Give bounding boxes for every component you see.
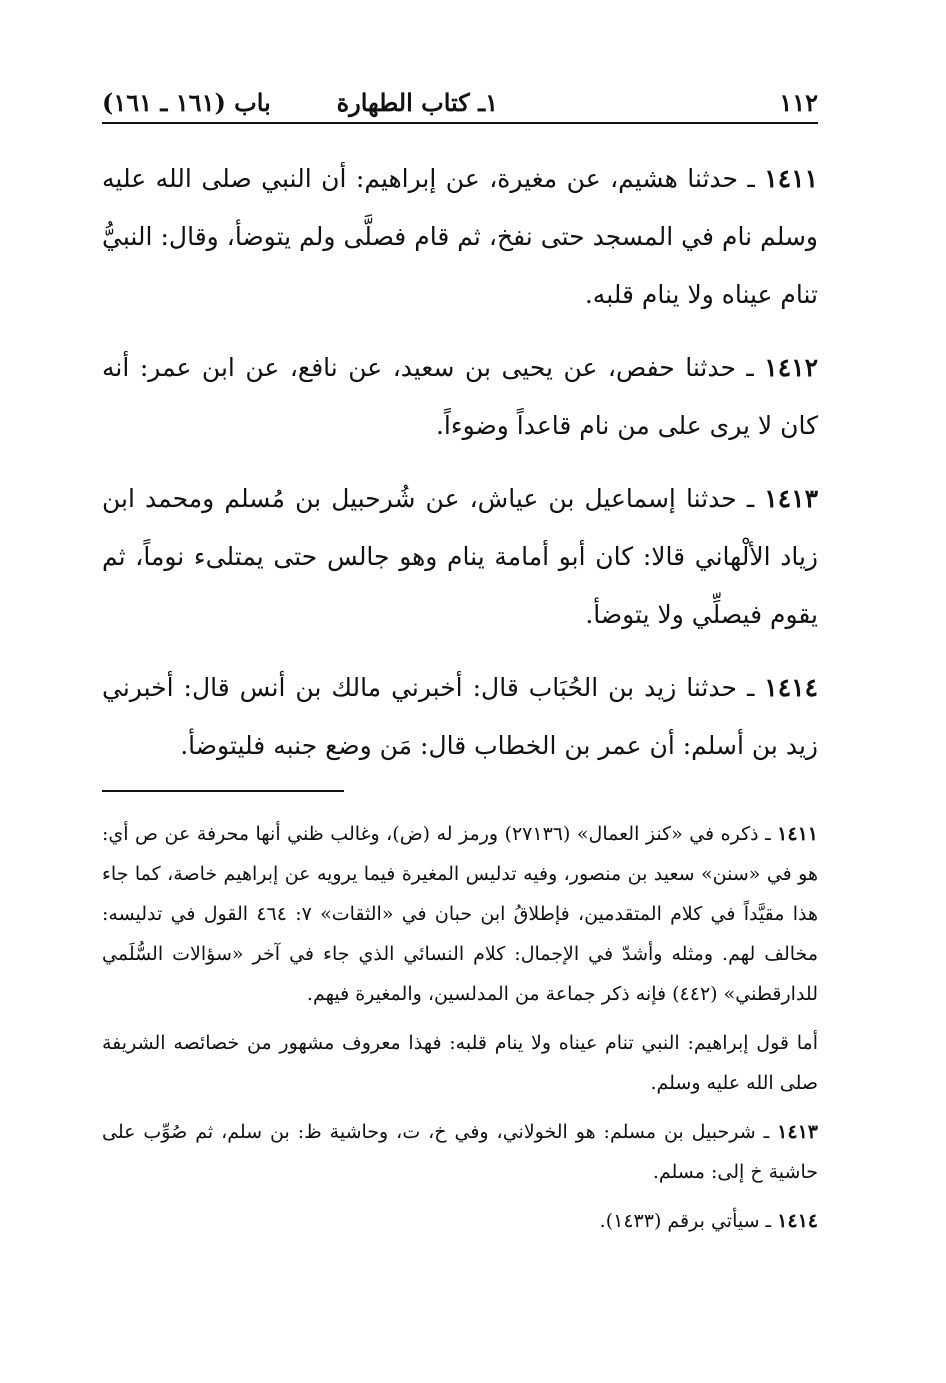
footnotes [102,814,818,1241]
footnote-separator [102,790,344,792]
hadith-number: ١٤١٤ [764,673,819,702]
footnote-1414 [102,1201,818,1241]
footnote-text: ـ شرحبيل بن مسلم: هو الخولاني، وفي خ، ت، وحاشية ظ: بن سلم، ثم صُوِّب على حاشية خ إلى: مسلم. [102,1121,818,1183]
hadith-text: ـ حدثنا زيد بن الحُبَاب قال: أخبرني مالك بن أنس قال: أخبرني زيد بن أسلم: أن عمر بن الخطاب قال: مَن وضع جنبه فليتوضأ. [102,673,818,760]
hadith-number: ١٤١١ [764,164,818,193]
hadith-text: ـ حدثنا حفص، عن يحيى بن سعيد، عن نافع، عن ابن عمر: أنه كان لا يرى على من نام قاعداً وضوءاً. [102,353,818,440]
hadith-text: ـ حدثنا هشيم، عن مغيرة، عن إبراهيم: أن النبي صلى الله عليه وسلم نام في المسجد حتى نفخ، ثم قام فصلَّى ولم يتوضأ، وقال: النبيُّ تنام عيناه ولا ينام قلبه. [102,164,818,309]
footnote-continuation [102,1023,818,1103]
footnote-number: ١٤١٤ [777,1210,818,1232]
footnote-text: ـ سيأتي برقم (١٤٣٣). [599,1210,772,1232]
footnote-number: ١٤١١ [777,823,818,845]
hadith-number: ١٤١٣ [764,484,818,513]
footnote-1411 [102,814,818,1014]
footnote-1413 [102,1112,818,1192]
main-text [102,150,818,775]
hadith-number: ١٤١٢ [764,353,818,382]
footnote-text: ـ ذكره في «كنز العمال» (٢٧١٣٦) ورمز له (ض)، وغالب ظني أنها محرفة عن ص أي: هو في «سنن» سعيد بن منصور، وفيه تدليس المغيرة فيما يرويه عن إبراهيم خاصة، كما جاء هذا مقيَّداً في كلام المتقدمين، فإطلاقُ ابن حبان في «الثقات» ٧: ٤٦٤ القول في تدليسه: مخالف لهم. ومثله وأشدّ في الإجمال: كلام النسائي الذي جاء في آخر «سؤالات السُّلَمي للدارقطني» (٤٤٢) فإنه ذكر جماعة من المدلسين، والمغيرة فيهم. [102,823,818,1005]
chapter-range: باب (١٦١ ـ ١٦١) [102,88,271,117]
page-header [102,80,818,124]
hadith-1412 [102,339,818,455]
book-title: ١ـ كتاب الطهارة [336,88,498,117]
hadith-1413 [102,470,818,644]
book-page [102,80,818,1250]
hadith-text: ـ حدثنا إسماعيل بن عياش، عن شُرحبيل بن مُسلم ومحمد ابن زياد الألْهاني قالا: كان أبو أمامة ينام وهو جالس حتى يمتلىء نوماً، ثم يقوم فيصلِّي ولا يتوضأ. [102,484,818,629]
footnote-number: ١٤١٣ [777,1121,818,1143]
hadith-1411 [102,150,818,324]
footnote-text: أما قول إبراهيم: النبي تنام عيناه ولا ينام قلبه: فهذا معروف مشهور من خصائصه الشريفة صلى الله عليه وسلم. [102,1032,818,1094]
hadith-1414 [102,659,818,775]
page-number: ١١٢ [779,88,818,117]
